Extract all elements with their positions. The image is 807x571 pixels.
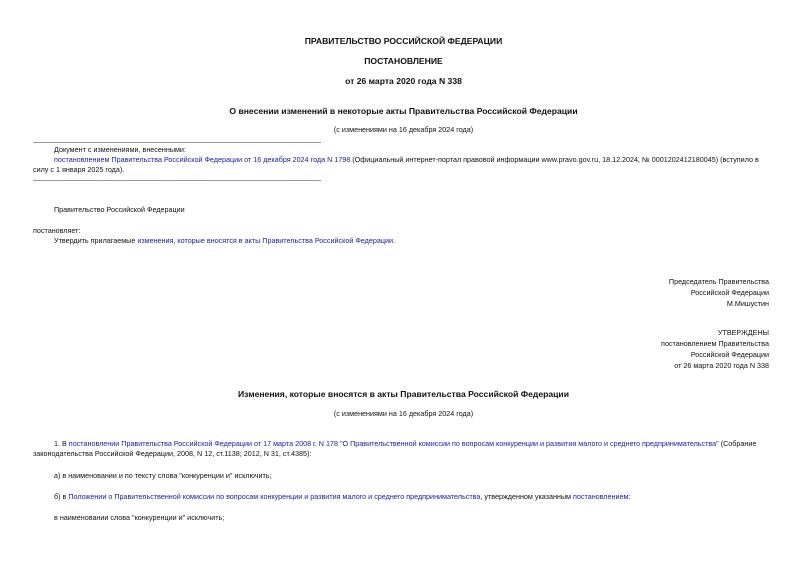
divider-top bbox=[33, 142, 321, 143]
org-heading: ПРАВИТЕЛЬСТВО РОССИЙСКОЙ ФЕДЕРАЦИИ bbox=[304, 36, 503, 46]
changes-intro: Документ с изменениями, внесенными: bbox=[54, 145, 186, 154]
divider-bottom bbox=[33, 180, 321, 181]
approved-line-1: УТВЕРЖДЕНЫ bbox=[717, 328, 769, 337]
item-b-sub: в наименовании слова "конкуренции и" исключить; bbox=[54, 513, 225, 522]
doc-date-number: от 26 марта 2020 года N 338 bbox=[345, 76, 462, 86]
item-b bbox=[54, 491, 630, 502]
changes-line bbox=[54, 154, 774, 165]
approve-paragraph bbox=[54, 235, 395, 246]
approved-block bbox=[469, 327, 769, 371]
government-text: Правительство Российской Федерации bbox=[54, 205, 185, 214]
changes-rest: (Официальный интернет-портал правовой информации www.pravo.gov.ru, 18.12.2024, № 0001202412180045) (вступило в bbox=[350, 155, 759, 164]
item-b-prefix: б) в bbox=[54, 492, 69, 501]
signature-block bbox=[469, 276, 769, 309]
item-1-line-2: законодательства Российской Федерации, 2008, N 12, ст.1138; 2012, N 31, ст.4385): bbox=[33, 449, 312, 458]
amended-note: (с изменениями на 16 декабря 2024 года) bbox=[333, 125, 474, 134]
changes-rest-2: силу с 1 января 2025 года). bbox=[33, 165, 125, 174]
doc-type-heading: ПОСТАНОВЛЕНИЕ bbox=[364, 56, 443, 66]
item-b-suffix: : bbox=[628, 492, 631, 501]
doc-title: О внесении изменений в некоторые акты Правительства Российской Федерации bbox=[229, 106, 578, 116]
approved-line-3: Российской Федерации bbox=[690, 350, 769, 359]
item-b-mid: , утвержденном указанным bbox=[480, 492, 573, 501]
approved-line-2: постановлением Правительства bbox=[661, 339, 769, 348]
approve-suffix: . bbox=[392, 236, 395, 245]
item-1-prefix: 1. В bbox=[54, 439, 69, 448]
signature-name: М.Мишустин bbox=[726, 299, 769, 308]
changes-link[interactable]: изменения, которые вносятся в акты Правительства Российской Федерации bbox=[137, 236, 393, 245]
decides-text: постановляет: bbox=[33, 226, 81, 235]
appendix-amended-note: (с изменениями на 16 декабря 2024 года) bbox=[333, 409, 474, 418]
amending-act-link[interactable]: постановлением Правительства Российской Федерации от 16 декабря 2024 года N 1798 bbox=[54, 155, 351, 164]
signature-line-1: Председатель Правительства bbox=[668, 277, 769, 286]
commission-regulation-link[interactable]: Положении о Правительственной комиссии по вопросам конкуренции и развития малого и среднего предпринимательства bbox=[68, 492, 481, 501]
approved-line-4: от 26 марта 2020 года N 338 bbox=[674, 361, 769, 370]
item-a: а) в наименовании и по тексту слова "конкуренции и" исключить; bbox=[54, 471, 272, 480]
approve-prefix: Утвердить прилагаемые bbox=[54, 236, 138, 245]
signature-line-2: Российской Федерации bbox=[690, 288, 769, 297]
resolution-link[interactable]: постановлением bbox=[573, 492, 629, 501]
item-1-suffix: (Собрание bbox=[718, 439, 757, 448]
resolution-178-link[interactable]: постановлении Правительства Российской Федерации от 17 марта 2008 г. N 178 "О Правительственной комиссии по вопросам конкуренции и развития малого и среднего предпринимательства" bbox=[68, 439, 719, 448]
appendix-title: Изменения, которые вносятся в акты Правительства Российской Федерации bbox=[237, 389, 569, 399]
